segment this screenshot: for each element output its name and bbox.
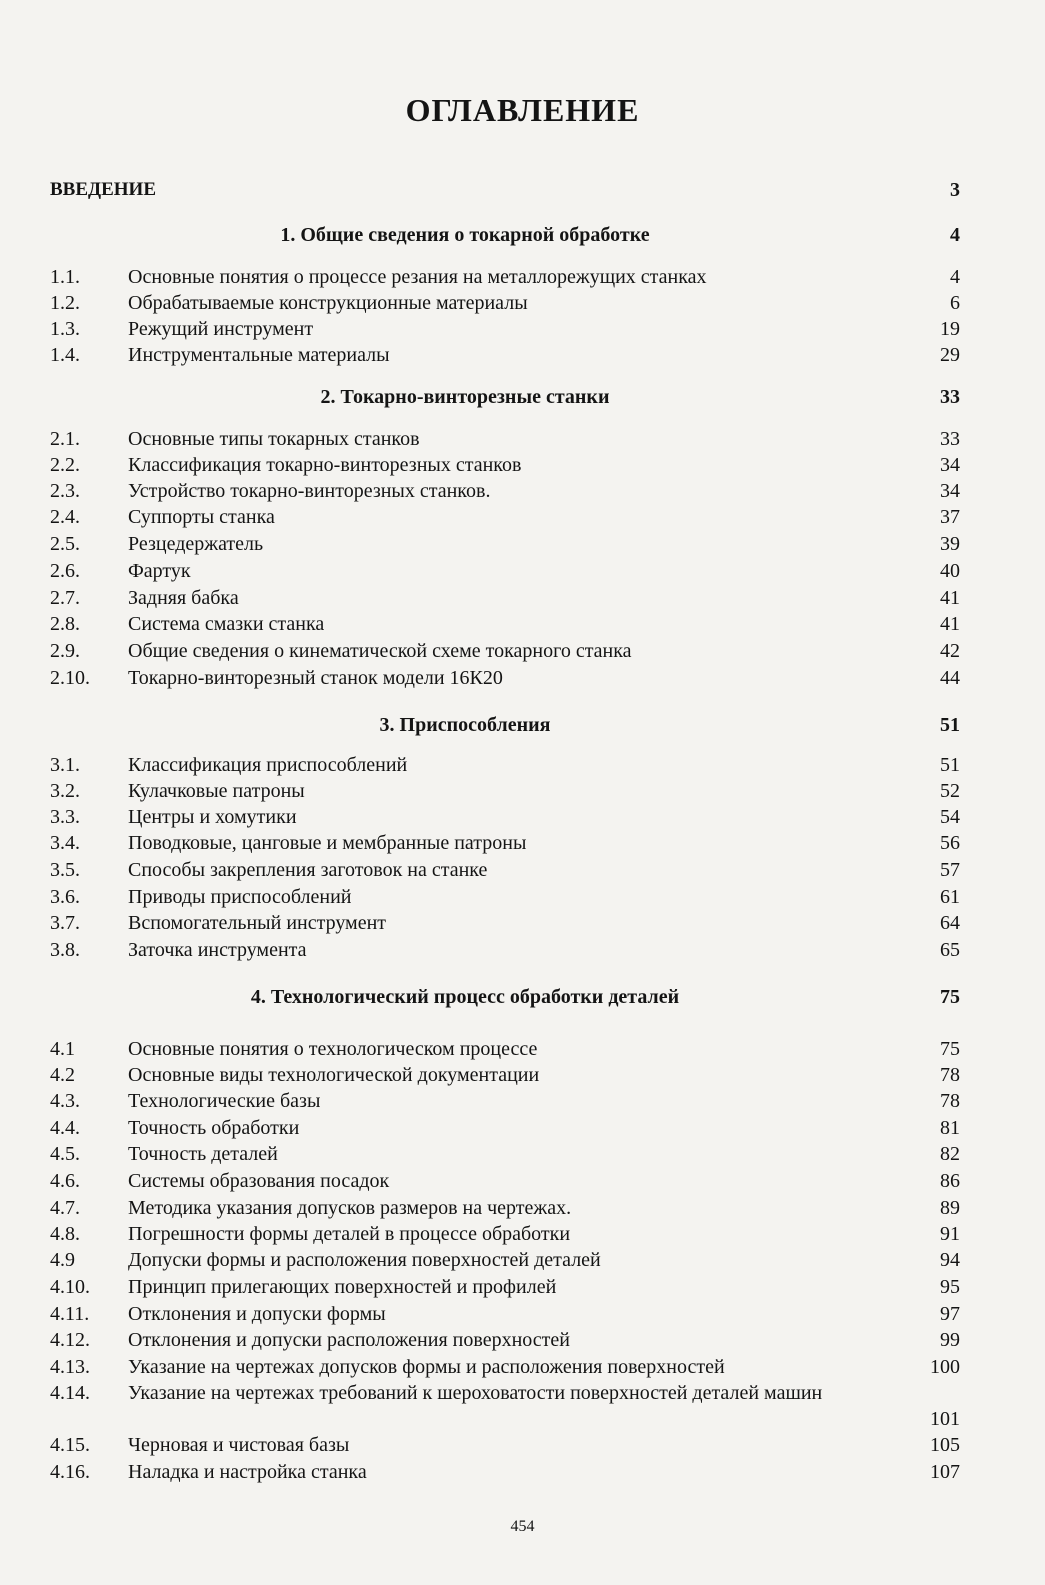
section-number: 4.1	[50, 1038, 75, 1060]
toc-page-number: 75	[940, 986, 960, 1008]
toc-entry-row	[50, 1062, 960, 1088]
section-number: 4.3.	[50, 1090, 80, 1112]
toc-page-number: 100	[930, 1356, 960, 1378]
section-title: Основные понятия о процессе резания на металлорежущих станках	[128, 266, 707, 288]
section-number: 4.16.	[50, 1461, 90, 1483]
toc-entry-row	[50, 504, 960, 530]
section-title: Суппорты станка	[128, 506, 275, 528]
section-title: Системы образования посадок	[128, 1170, 390, 1192]
section-number: 3.6.	[50, 886, 80, 908]
toc-chapter-heading	[50, 712, 960, 738]
toc-entry-row	[50, 830, 960, 856]
section-title: Точность обработки	[128, 1117, 300, 1139]
toc-entry-row	[50, 937, 960, 963]
toc-entry-row	[50, 665, 960, 691]
toc-page-number: 95	[940, 1276, 960, 1298]
section-title: Допуски формы и расположения поверхностей деталей	[128, 1249, 601, 1271]
toc-entry-row	[50, 857, 960, 883]
toc-entry-row	[50, 531, 960, 557]
toc-page-number: 41	[940, 587, 960, 609]
toc-entry-row	[50, 752, 960, 778]
page-number-footer: 454	[510, 1518, 535, 1535]
section-number: 2.9.	[50, 640, 80, 662]
section-title: Погрешности формы деталей в процессе обработки	[128, 1223, 571, 1245]
section-title: Токарно-винторезный станок модели 16К20	[128, 667, 503, 689]
section-title: Кулачковые патроны	[128, 780, 305, 802]
toc-entry-row	[50, 1088, 960, 1114]
toc-page-number: 105	[930, 1434, 960, 1456]
section-title: Общие сведения о кинематической схеме токарного станка	[128, 640, 632, 662]
toc-chapter-heading	[50, 384, 960, 410]
toc-entry-row	[50, 804, 960, 830]
toc-entry-row	[50, 585, 960, 611]
section-title: Система смазки станка	[128, 613, 325, 635]
toc-page-number: 78	[940, 1064, 960, 1086]
toc-entry-row	[50, 452, 960, 478]
toc-page-number: 6	[950, 292, 960, 314]
toc-page-number: 57	[940, 859, 960, 881]
toc-page-number: 42	[940, 640, 960, 662]
section-number: 2.5.	[50, 533, 80, 555]
toc-page-number: 29	[940, 344, 960, 366]
section-title: Технологические базы	[128, 1090, 321, 1112]
toc-entry-row	[50, 1274, 960, 1300]
toc-page-number: 52	[940, 780, 960, 802]
section-number: 4.11.	[50, 1303, 90, 1325]
toc-intro-row	[50, 177, 960, 203]
toc-page-number: 4	[950, 224, 960, 246]
section-number: 2.4.	[50, 506, 80, 528]
toc-entry-row	[50, 558, 960, 584]
toc-page-number: 51	[940, 714, 960, 736]
section-title: Инструментальные материалы	[128, 344, 390, 366]
chapter-title: 3. Приспособления	[379, 714, 551, 736]
section-number: 2.7.	[50, 587, 80, 609]
toc-page-number: 40	[940, 560, 960, 582]
section-number: 4.2	[50, 1064, 75, 1086]
toc-page-number: 34	[940, 454, 960, 476]
section-title: Наладка и настройка станка	[128, 1461, 367, 1483]
section-title: Приводы приспособлений	[128, 886, 352, 908]
section-number: 2.10.	[50, 667, 90, 689]
toc-entry-row	[50, 290, 960, 316]
toc-page-number: 81	[940, 1117, 960, 1139]
toc-page-number: 3	[950, 179, 960, 201]
toc-page-number: 33	[940, 428, 960, 450]
section-number: 4.14.	[50, 1382, 90, 1404]
toc-page-number: 44	[940, 667, 960, 689]
section-number: 4.15.	[50, 1434, 90, 1456]
section-title: Указание на чертежах допусков формы и расположения поверхностей	[128, 1356, 725, 1378]
section-number: 2.8.	[50, 613, 80, 635]
section-title: Задняя бабка	[128, 587, 239, 609]
toc-page-number: 65	[940, 939, 960, 961]
section-number: 1.4.	[50, 344, 80, 366]
chapter-title: 2. Токарно-винторезные станки	[320, 386, 610, 408]
toc-entry-row	[50, 1354, 960, 1380]
toc-page-number: 101	[930, 1408, 960, 1430]
section-number: 2.2.	[50, 454, 80, 476]
page-title: ОГЛАВЛЕНИЕ	[405, 92, 640, 128]
section-title: Резцедержатель	[128, 533, 264, 555]
section-title: Основные понятия о технологическом процессе	[128, 1038, 538, 1060]
toc-entry-row	[50, 1432, 960, 1458]
toc-page-number: 34	[940, 480, 960, 502]
toc-entry-row	[50, 1221, 960, 1247]
toc-chapter-heading	[50, 222, 960, 248]
toc-page-number: 89	[940, 1197, 960, 1219]
toc-page-number: 19	[940, 318, 960, 340]
toc-entry-row	[50, 478, 960, 504]
toc-page-number: 51	[940, 754, 960, 776]
toc-page-number: 64	[940, 912, 960, 934]
toc-intro-label: ВВЕДЕНИЕ	[50, 179, 156, 200]
toc-page-number: 107	[930, 1461, 960, 1483]
toc-entry-row	[50, 1301, 960, 1327]
toc-entry-row	[50, 1168, 960, 1194]
section-number: 3.5.	[50, 859, 80, 881]
section-number: 1.2.	[50, 292, 80, 314]
toc-chapter-heading	[50, 984, 960, 1010]
toc-page-number: 37	[940, 506, 960, 528]
toc-entry-row	[50, 1036, 960, 1062]
section-number: 4.5.	[50, 1143, 80, 1165]
section-title: Методика указания допусков размеров на чертежах.	[128, 1197, 572, 1219]
toc-page-number: 61	[940, 886, 960, 908]
toc-entry-row	[50, 1247, 960, 1273]
section-number: 2.6.	[50, 560, 80, 582]
toc-page-number: 99	[940, 1329, 960, 1351]
toc-entry-row	[50, 1459, 960, 1485]
chapter-title: 4. Технологический процесс обработки деталей	[250, 986, 680, 1008]
section-number: 4.7.	[50, 1197, 80, 1219]
section-number: 4.6.	[50, 1170, 80, 1192]
toc-page-number: 86	[940, 1170, 960, 1192]
section-title: Устройство токарно-винторезных станков.	[128, 480, 491, 502]
toc-page-number: 94	[940, 1249, 960, 1271]
toc-entry-row	[50, 1141, 960, 1167]
section-number: 3.4.	[50, 832, 80, 854]
section-title: Центры и хомутики	[128, 806, 297, 828]
section-number: 3.7.	[50, 912, 80, 934]
toc-page-number: 41	[940, 613, 960, 635]
toc-page-number: 75	[940, 1038, 960, 1060]
chapter-title: 1. Общие сведения о токарной обработке	[280, 224, 650, 246]
section-title: Черновая и чистовая базы	[128, 1434, 350, 1456]
section-number: 3.3.	[50, 806, 80, 828]
toc-page-number: 33	[940, 386, 960, 408]
toc-entry-row	[50, 1115, 960, 1141]
section-title: Вспомогательный инструмент	[128, 912, 387, 934]
section-number: 4.8.	[50, 1223, 80, 1245]
toc-entry-row	[50, 1195, 960, 1221]
toc-entry-row	[50, 342, 960, 368]
section-title: Заточка инструмента	[128, 939, 307, 961]
section-title: Отклонения и допуски формы	[128, 1303, 386, 1325]
section-number: 1.3.	[50, 318, 80, 340]
toc-entry-row	[50, 638, 960, 664]
section-number: 4.4.	[50, 1117, 80, 1139]
section-title: Основные виды технологической документации	[128, 1064, 540, 1086]
section-number: 3.1.	[50, 754, 80, 776]
toc-page-number: 4	[950, 266, 960, 288]
section-title: Точность деталей	[128, 1143, 278, 1165]
toc-entry-row	[50, 778, 960, 804]
section-title: Обрабатываемые конструкционные материалы	[128, 292, 528, 314]
toc-page-number: 97	[940, 1303, 960, 1325]
toc-page-number: 91	[940, 1223, 960, 1245]
toc-entry-row	[50, 1380, 960, 1432]
toc-entry-row	[50, 264, 960, 290]
toc-entry-row	[50, 426, 960, 452]
section-title: Классификация приспособлений	[128, 754, 408, 776]
section-number: 3.8.	[50, 939, 80, 961]
section-title: Указание на чертежах требований к шероховатости поверхностей деталей машин	[128, 1382, 823, 1404]
section-number: 4.13.	[50, 1356, 90, 1378]
section-number: 2.3.	[50, 480, 80, 502]
section-number: 4.9	[50, 1249, 75, 1271]
section-title: Поводковые, цанговые и мембранные патроны	[128, 832, 527, 854]
section-number: 4.10.	[50, 1276, 90, 1298]
toc-page-number: 56	[940, 832, 960, 854]
toc-entry-row	[50, 316, 960, 342]
toc-page-number: 82	[940, 1143, 960, 1165]
section-title: Принцип прилегающих поверхностей и профилей	[128, 1276, 557, 1298]
section-number: 4.12.	[50, 1329, 90, 1351]
section-number: 3.2.	[50, 780, 80, 802]
toc-entry-row	[50, 611, 960, 637]
section-title: Основные типы токарных станков	[128, 428, 420, 450]
section-number: 1.1.	[50, 266, 80, 288]
toc-entry-row	[50, 910, 960, 936]
section-title: Режущий инструмент	[128, 318, 314, 340]
toc-page-number: 78	[940, 1090, 960, 1112]
toc-entry-row	[50, 1327, 960, 1353]
section-number: 2.1.	[50, 428, 80, 450]
section-title: Фартук	[128, 560, 191, 582]
toc-entry-row	[50, 884, 960, 910]
toc-page-number: 39	[940, 533, 960, 555]
section-title: Классификация токарно-винторезных станков	[128, 454, 522, 476]
section-title: Отклонения и допуски расположения поверхностей	[128, 1329, 570, 1351]
section-title: Способы закрепления заготовок на станке	[128, 859, 488, 881]
toc-page-number: 54	[940, 806, 960, 828]
